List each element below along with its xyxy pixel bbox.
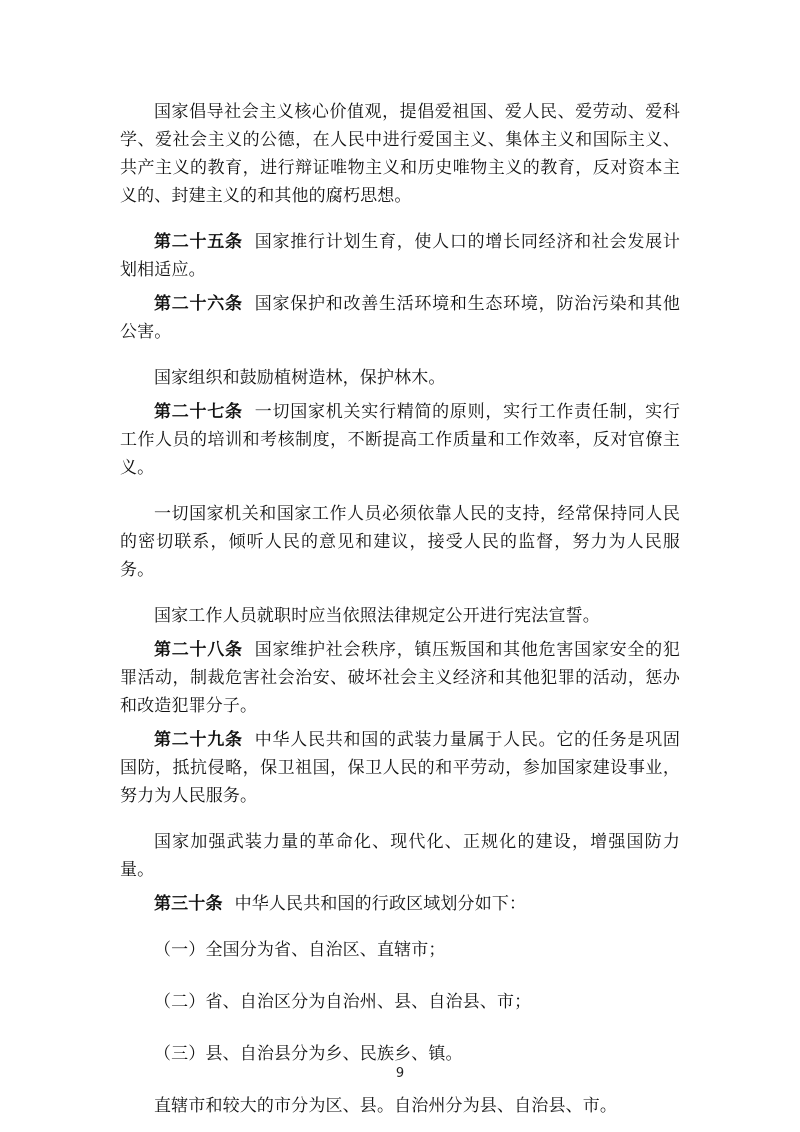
list-item: （一）全国分为省、自治区、直辖市； — [154, 940, 446, 960]
article-label: 第二十八条 — [154, 640, 243, 660]
article-27 — [120, 398, 680, 482]
article-25 — [120, 228, 680, 284]
article-label: 第三十条 — [154, 894, 223, 914]
article-29 — [120, 726, 680, 810]
list-item: （二）省、自治区分为自治州、县、自治县、市； — [154, 992, 532, 1012]
paragraph-text: 一切国家机关和国家工作人员必须依靠人民的支持，经常保持同人民的密切联系，倾听人民的意见和建议，接受人民的监督，努力为人民服务。 — [120, 504, 680, 580]
page-number: 9 — [395, 1066, 405, 1081]
article-text: 中华人民共和国的武装力量属于人民。它的任务是巩固国防，抵抗侵略，保卫祖国，保卫人民的和平劳动，参加国家建设事业，努力为人民服务。 — [120, 730, 681, 806]
article-text: 国家推行计划生育，使人口的增长同经济和社会发展计划相适应。 — [120, 232, 681, 280]
article-label: 第二十九条 — [154, 730, 243, 750]
article-26 — [120, 290, 680, 346]
article-30 — [120, 890, 680, 918]
paragraph-text: 国家倡导社会主义核心价值观，提倡爱祖国、爱人民、爱劳动、爱科学、爱社会主义的公德，在人民中进行爱国主义、集体主义和国际主义、共产主义的教育，进行辩证唯物主义和历史唯物主义的教育，反对资本主义的、封建主义的和其他的腐朽思想。 — [120, 102, 680, 206]
article-text: 中华人民共和国的行政区域划分如下： — [234, 894, 527, 914]
document-body — [120, 98, 680, 1120]
paragraph-afforestation — [120, 364, 680, 392]
paragraph-people-support — [120, 500, 680, 584]
paragraph-text: 国家加强武装力量的革命化、现代化、正规化的建设，增强国防力量。 — [120, 832, 680, 880]
paragraph-closing: 直辖市和较大的市分为区、县。自治州分为县、自治县、市。 — [154, 1096, 618, 1116]
paragraph-text: 国家工作人员就职时应当依照法律规定公开进行宪法宣誓。 — [154, 606, 600, 626]
article-label: 第二十七条 — [154, 402, 243, 422]
article-label: 第二十五条 — [154, 232, 243, 252]
list-item: （三）县、自治县分为乡、民族乡、镇。 — [154, 1044, 463, 1064]
paragraph-core-values — [120, 98, 680, 210]
paragraph-constitution-oath — [120, 602, 680, 630]
article-28 — [120, 636, 680, 720]
article-label: 第二十六条 — [154, 294, 243, 314]
article-text: 国家维护社会秩序，镇压叛国和其他危害国家安全的犯罪活动，制裁危害社会治安、破坏社会主义经济和其他犯罪的活动，惩办和改造犯罪分子。 — [120, 640, 681, 716]
article-text: 国家保护和改善生活环境和生态环境，防治污染和其他公害。 — [120, 294, 681, 342]
article-text: 一切国家机关实行精简的原则，实行工作责任制，实行工作人员的培训和考核制度，不断提高工作质量和工作效率，反对官僚主义。 — [120, 402, 681, 478]
paragraph-armed-forces — [120, 828, 680, 884]
paragraph-text: 国家组织和鼓励植树造林，保护林木。 — [154, 368, 446, 388]
